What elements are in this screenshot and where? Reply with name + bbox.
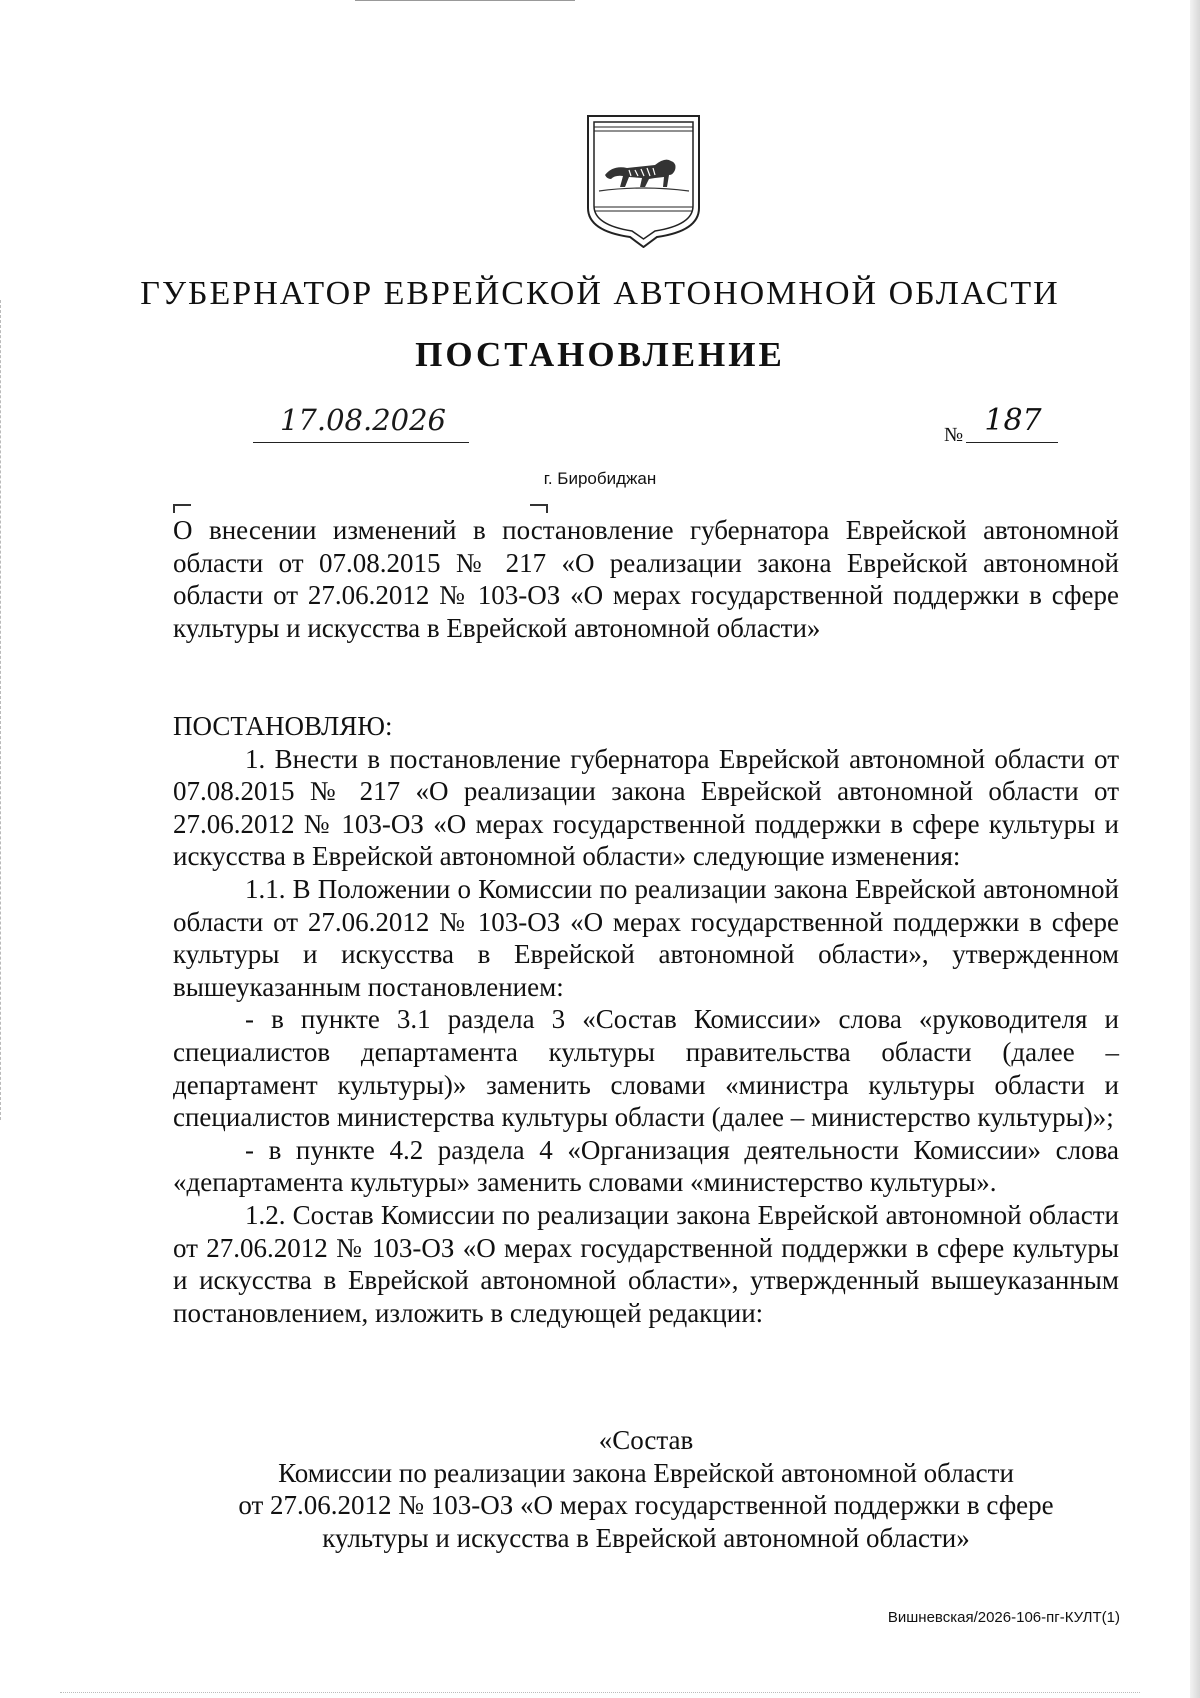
title-bracket-left [173, 504, 191, 513]
composition-line-2: Комиссии по реализации закона Еврейской автономной области [278, 1457, 1014, 1488]
composition-heading [173, 1424, 1119, 1554]
paragraph-1-1-b: - в пункте 4.2 раздела 4 «Организация деятельности Комиссии» слова «департамента культуры» заменить словами «министерство культуры». [173, 1134, 1119, 1198]
number-sign: № [944, 424, 964, 446]
paragraph-1: 1. Внести в постановление губернатора Еврейской автономной области от 07.08.2015 № 217 «О реализации закона Еврейской автономной области от 27.06.2012 № 103-ОЗ «О мерах государственной поддержки в сфере культуры и искусства в Еврейской автономной области» следующие изменения: [173, 743, 1119, 872]
composition-line-1: «Состав [598, 1425, 694, 1455]
scan-artifact-top [355, 0, 575, 1]
composition-line-4: культуры и искусства в Еврейской автономной области» [322, 1522, 970, 1553]
scan-artifact-bottom [60, 1692, 1140, 1693]
paragraph-1-1: 1.1. В Положении о Комиссии по реализации закона Еврейской автономной области от 27.06.2012 № 103-ОЗ «О мерах государственной поддержки в сфере культуры и искусства в Еврейской автономной области», утвержденном вышеуказанным постановлением: [173, 873, 1119, 1002]
scan-artifact-left [0, 300, 4, 1120]
paragraph-1-1-a: - в пункте 3.1 раздела 3 «Состав Комиссии» слова «руководителя и специалистов департамента культуры правительства области (далее – департамент культуры)» заменить словами «министра культуры области и специалистов министерства культуры области (далее – министерство культуры)»; [173, 1004, 1119, 1133]
date-underline [253, 442, 469, 443]
footer-document-code: Вишневская/2026-106-пг-КУЛТ(1) [887, 1609, 1120, 1626]
document-body [173, 710, 1119, 1329]
title-bracket-right [530, 504, 548, 513]
authority-heading: ГУБЕРНАТОР ЕВРЕЙСКОЙ АВТОНОМНОЙ ОБЛАСТИ [140, 275, 1060, 312]
resolve-word: ПОСТАНОВЛЯЮ: [173, 711, 393, 741]
scan-edge-right [1190, 0, 1200, 1698]
document-title [173, 514, 1119, 644]
city-line: г. Биробиджан [543, 469, 657, 488]
handwritten-number: 187 [984, 403, 1042, 438]
document-type-heading: ПОСТАНОВЛЕНИЕ [415, 335, 785, 374]
tiger-coat-of-arms-icon [585, 113, 702, 248]
number-underline [966, 442, 1058, 443]
paragraph-1-2: 1.2. Состав Комиссии по реализации закона Еврейской автономной области от 27.06.2012 № 103-ОЗ «О мерах государственной поддержки в сфере культуры и искусства в Еврейской автономной области», утвержденный вышеуказанным постановлением, изложить в следующей редакции: [173, 1199, 1119, 1328]
composition-line-3: от 27.06.2012 № 103-ОЗ «О мерах государственной поддержки в сфере [238, 1490, 1054, 1521]
handwritten-date: 17.08.2026 [279, 403, 447, 437]
title-text: О внесении изменений в постановление губернатора Еврейской автономной области от 07.08.2015 № 217 «О реализации закона Еврейской автономной области от 27.06.2012 № 103-ОЗ «О мерах государственной поддержки в сфере культуры и искусства в Еврейской автономной области» [173, 515, 1119, 643]
